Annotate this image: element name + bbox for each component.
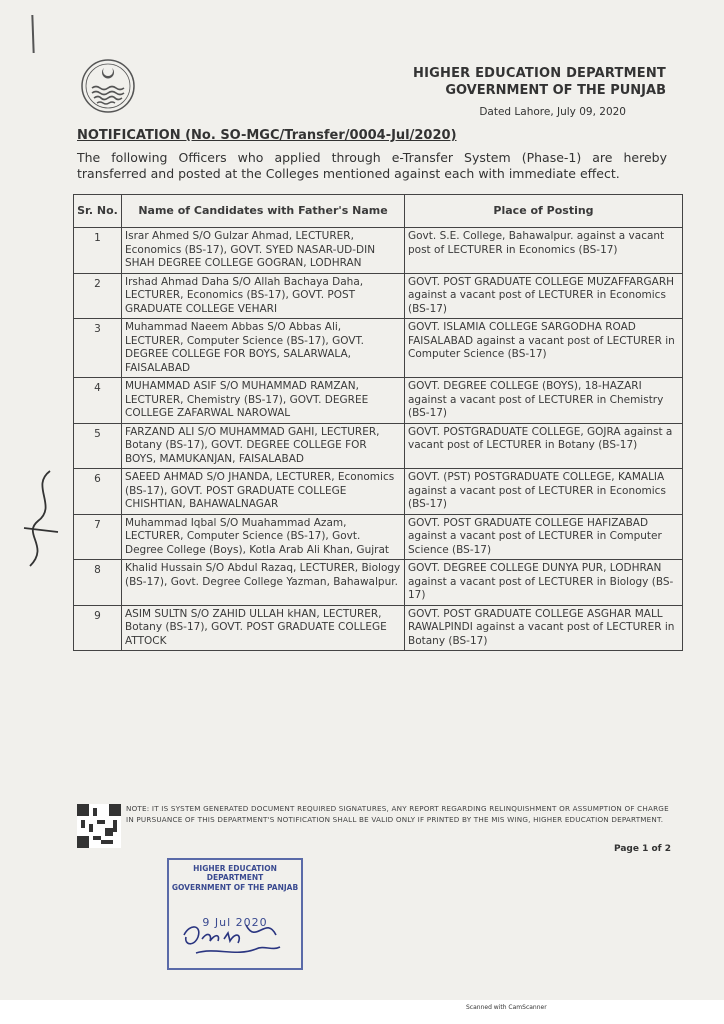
posting-cell: GOVT. DEGREE COLLEGE (BOYS), 18-HAZARI against a vacant post of LECTURER in Chemistry (BS-17): [405, 378, 683, 424]
intro-paragraph: The following Officers who applied through e-Transfer System (Phase-1) are hereby transferred and posted at the Colleges mentioned against each with immediate effect.: [77, 150, 667, 181]
table-row: [74, 469, 683, 515]
scanner-watermark: Scanned with CamScanner: [466, 1004, 547, 1011]
date-line: Dated Lahore, July 09, 2020: [479, 106, 626, 118]
table-row: [74, 273, 683, 319]
sr-cell: 3: [74, 319, 122, 378]
department-name: HIGHER EDUCATION DEPARTMENT: [413, 66, 666, 81]
posting-cell: Govt. S.E. College, Bahawalpur. against a vacant post of LECTURER in Economics (BS-17): [405, 228, 683, 274]
posting-cell: GOVT. POST GRADUATE COLLEGE ASGHAR MALL RAWALPINDI against a vacant post of LECTURER in Botany (BS-17): [405, 605, 683, 651]
header-candidate-name: Name of Candidates with Father's Name: [122, 195, 405, 228]
posting-cell: GOVT. DEGREE COLLEGE DUNYA PUR, LODHRAN against a vacant post of LECTURER in Biology (BS-17): [405, 560, 683, 606]
sr-cell: 2: [74, 273, 122, 319]
qr-code-icon: [77, 804, 121, 848]
page-edge-mark: [31, 15, 34, 53]
candidate-cell: Muhammad Iqbal S/O Muahammad Azam, LECTURER, Computer Science (BS-17), Govt. Degree College (Boys), Kotla Arab Ali Khan, Gujrat: [122, 514, 405, 560]
sr-cell: 6: [74, 469, 122, 515]
stamp-line2: GOVERNMENT OF THE PANJAB: [171, 883, 299, 892]
sr-cell: 7: [74, 514, 122, 560]
sr-cell: 5: [74, 423, 122, 469]
notification-title: NOTIFICATION (No. SO-MGC/Transfer/0004-Jul/2020): [77, 128, 457, 143]
table-row: [74, 605, 683, 651]
sr-cell: 1: [74, 228, 122, 274]
posting-cell: GOVT. (PST) POSTGRADUATE COLLEGE, KAMALIA against a vacant post of LECTURER in Economics (BS-17): [405, 469, 683, 515]
stamp-line1: HIGHER EDUCATION DEPARTMENT: [193, 864, 277, 882]
header-place-of-posting: Place of Posting: [405, 195, 683, 228]
signature-icon: [176, 905, 296, 965]
header-sr-no: Sr. No.: [74, 195, 122, 228]
footer-note: NOTE: IT IS SYSTEM GENERATED DOCUMENT REQUIRED SIGNATURES, ANY REPORT REGARDING RELINQUISHMENT OR ASSUMPTION OF CHARGE IN PURSUANCE OF THIS DEPARTMENT'S NOTIFICATION SHALL BE VALID ONLY IF PRINTED BY THE MIS WING, HIGHER EDUCATION DEPARTMENT.: [126, 804, 669, 824]
table-row: [74, 423, 683, 469]
candidate-cell: Khalid Hussain S/O Abdul Razaq, LECTURER, Biology (BS-17), Govt. Degree College Yazman, Bahawalpur.: [122, 560, 405, 606]
candidate-cell: Muhammad Naeem Abbas S/O Abbas Ali, LECTURER, Computer Science (BS-17), GOVT. DEGREE COLLEGE FOR BOYS, SALARWALA, FAISALABAD: [122, 319, 405, 378]
posting-cell: GOVT. POST GRADUATE COLLEGE MUZAFFARGARH against a vacant post of LECTURER in Economics (BS-17): [405, 273, 683, 319]
sr-cell: 9: [74, 605, 122, 651]
margin-handwriting-mark: [20, 466, 60, 576]
candidate-cell: FARZAND ALI S/O MUHAMMAD GAHI, LECTURER, Botany (BS-17), GOVT. DEGREE COLLEGE FOR BOYS, MAMUKANJAN, FAISALABAD: [122, 423, 405, 469]
posting-cell: GOVT. POSTGRADUATE COLLEGE, GOJRA against a vacant post of LECTURER in Botany (BS-17): [405, 423, 683, 469]
table-row: [74, 228, 683, 274]
candidate-cell: Irshad Ahmad Daha S/O Allah Bachaya Daha, LECTURER, Economics (BS-17), GOVT. POST GRADUATE COLLEGE VEHARI: [122, 273, 405, 319]
government-name: GOVERNMENT OF THE PUNJAB: [445, 83, 666, 98]
letterhead: [413, 66, 666, 118]
table-header-row: [74, 195, 683, 228]
table-row: [74, 560, 683, 606]
table-row: [74, 319, 683, 378]
sr-cell: 4: [74, 378, 122, 424]
posting-cell: GOVT. POST GRADUATE COLLEGE HAFIZABAD against a vacant post of LECTURER in Computer Science (BS-17): [405, 514, 683, 560]
posting-cell: GOVT. ISLAMIA COLLEGE SARGODHA ROAD FAISALABAD against a vacant post of LECTURER in Computer Science (BS-17): [405, 319, 683, 378]
candidate-cell: ASIM SULTN S/O ZAHID ULLAH kHAN, LECTURER, Botany (BS-17), GOVT. POST GRADUATE COLLEGE ATTOCK: [122, 605, 405, 651]
table-row: [74, 514, 683, 560]
candidate-cell: SAEED AHMAD S/O JHANDA, LECTURER, Economics (BS-17), GOVT. POST GRADUATE COLLEGE CHISHTIAN, BAHAWALNAGAR: [122, 469, 405, 515]
page-number: Page 1 of 2: [614, 844, 671, 854]
table-row: [74, 378, 683, 424]
stamp-date: 9 Jul 2020: [202, 916, 268, 929]
sr-cell: 8: [74, 560, 122, 606]
punjab-government-logo-icon: [80, 58, 136, 114]
candidate-cell: MUHAMMAD ASIF S/O MUHAMMAD RAMZAN, LECTURER, Chemistry (BS-17), GOVT. DEGREE COLLEGE ZAFARWAL NAROWAL: [122, 378, 405, 424]
transfer-table: [73, 194, 683, 651]
candidate-cell: Israr Ahmed S/O Gulzar Ahmad, LECTURER, Economics (BS-17), GOVT. SYED NASAR-UD-DIN SHAH DEGREE COLLEGE GOGRAN, LODHRAN: [122, 228, 405, 274]
